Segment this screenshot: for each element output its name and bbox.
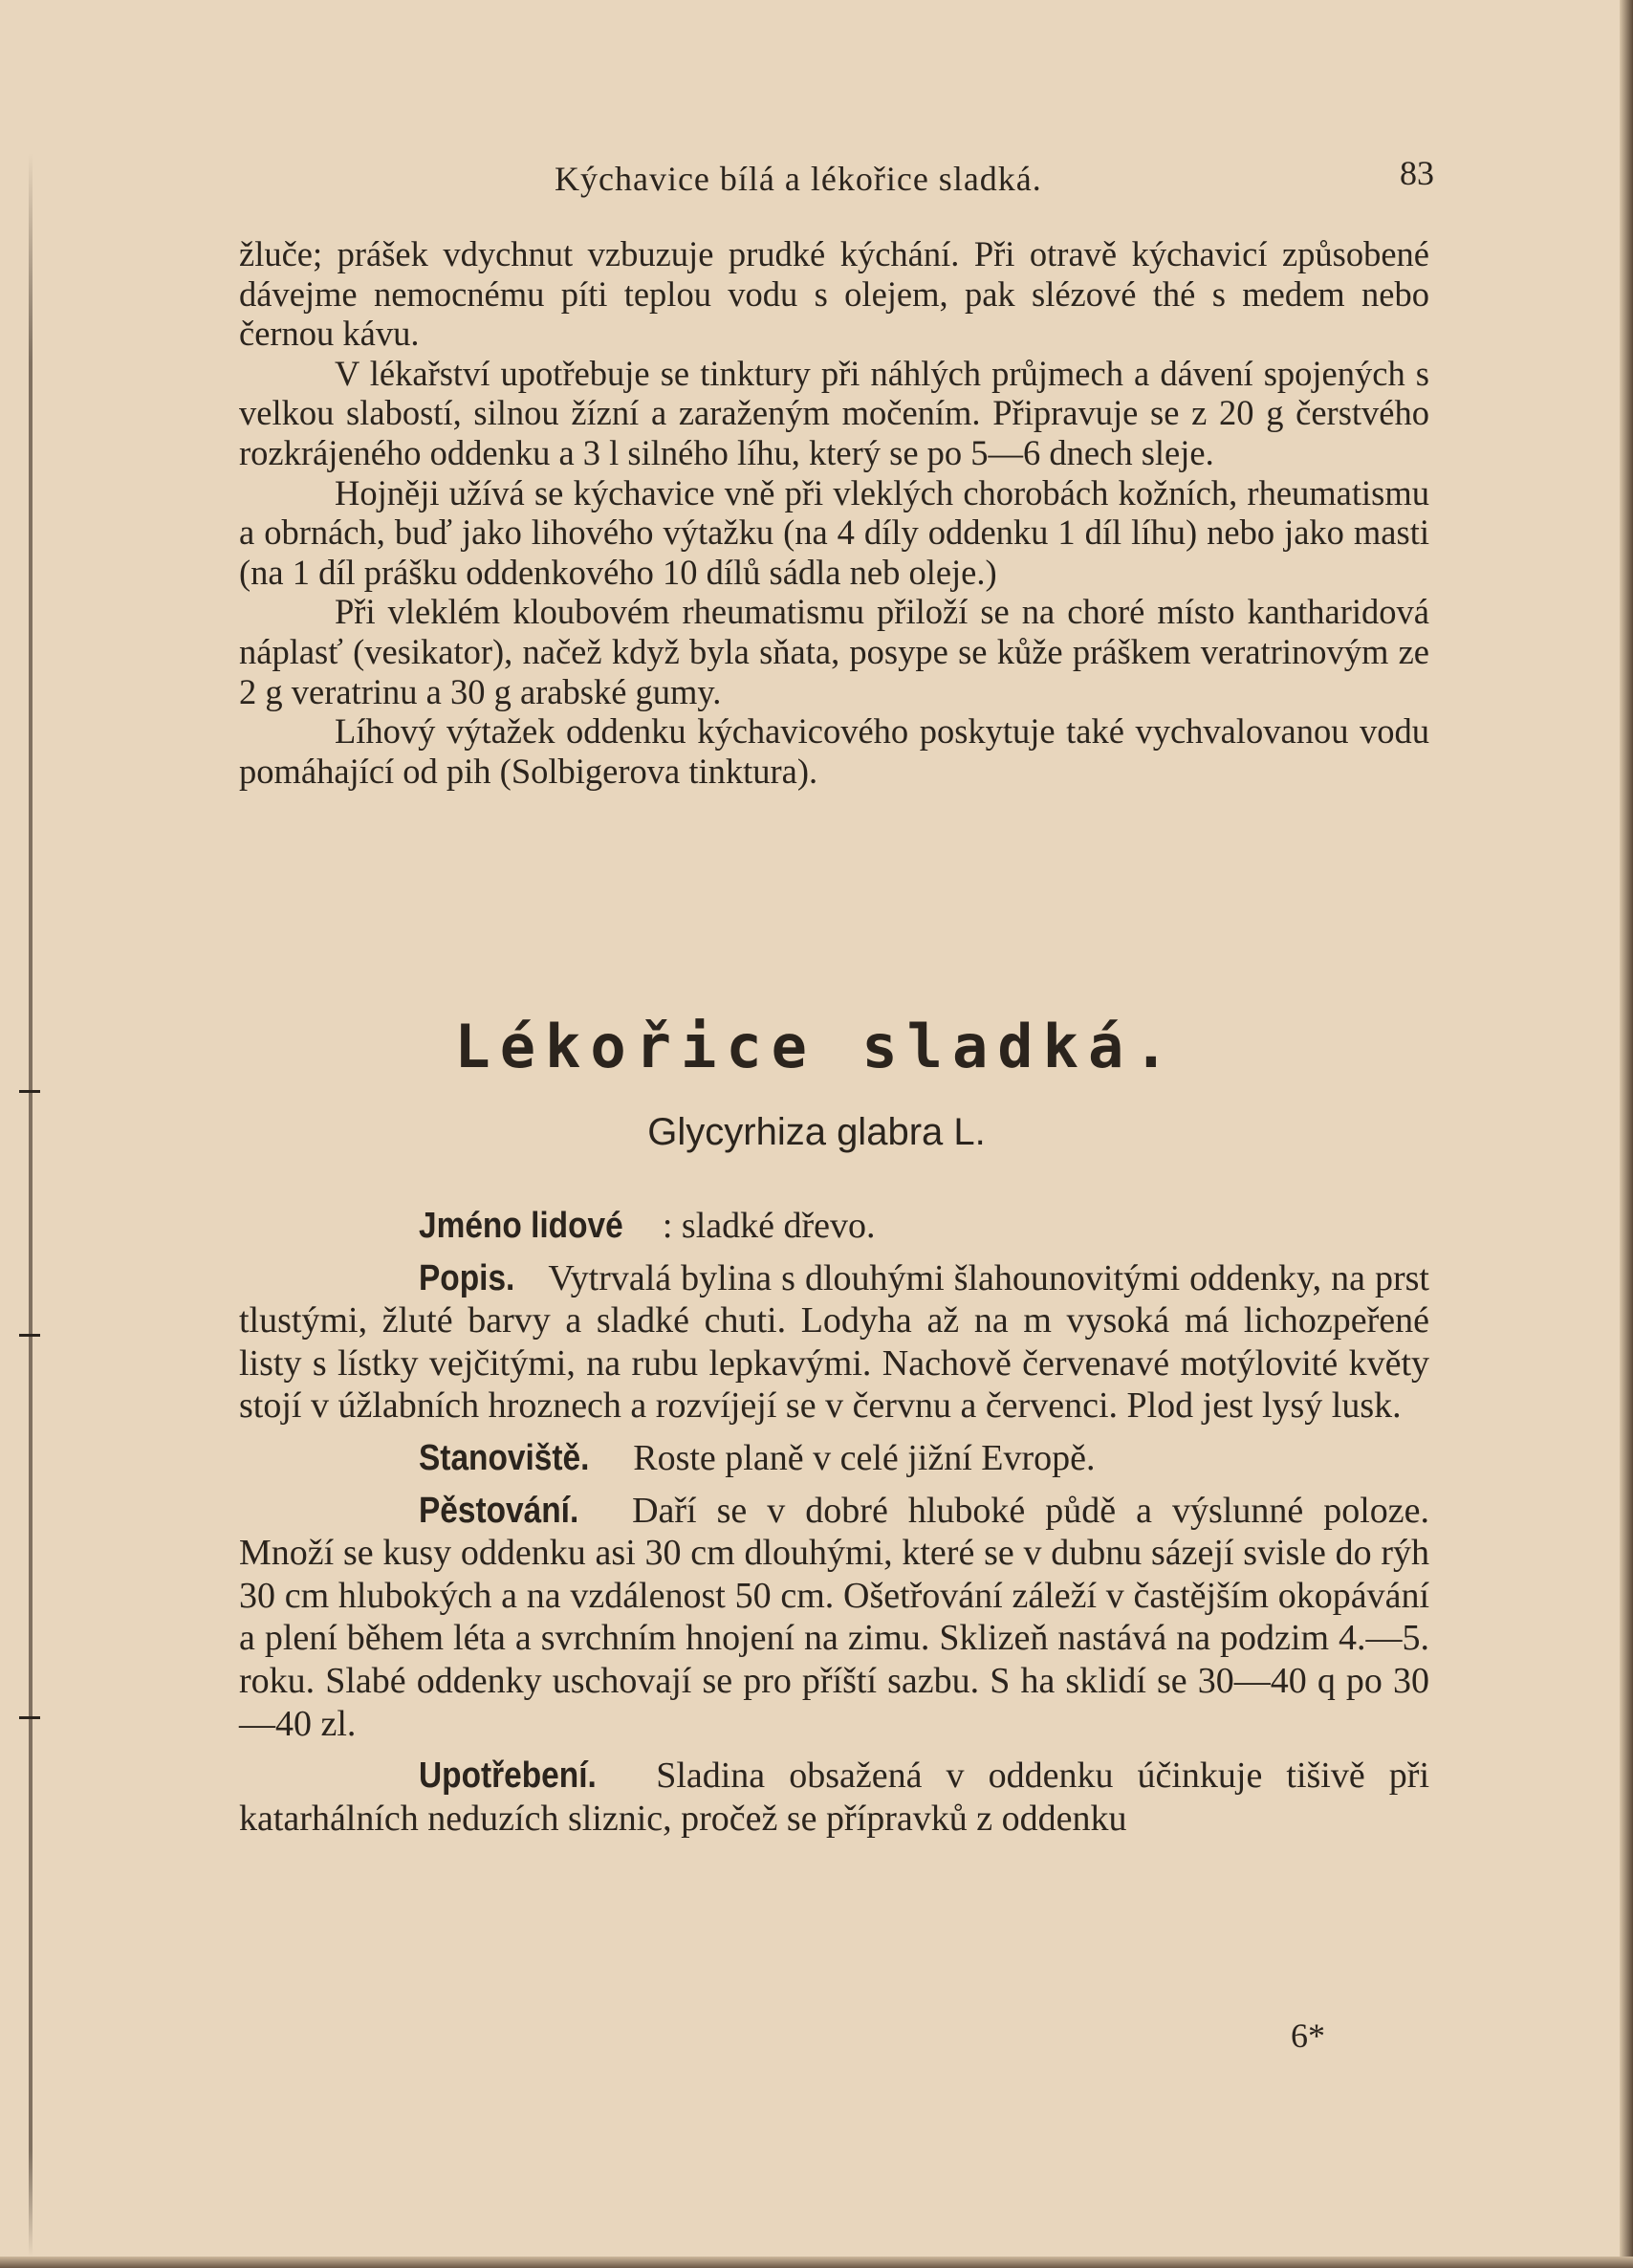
paragraph: Hojněji užívá se kýchavice vně při vleklých chorobách kožních, rheumatismu a obrnách, buď jako lihového výtažku (na 4 díly oddenku 1 díl líhu) nebo jako masti (na 1 díl prášku oddenkového 10 dílů sádla neb oleje.) xyxy=(239,472,1429,592)
entry-label: Pěstování. xyxy=(419,1490,579,1531)
entry-usage xyxy=(239,1755,1429,1840)
section-title: Lékořice sladká. xyxy=(454,1012,1179,1081)
paragraph: Při vleklém kloubovém rheumatismu přiloží se na choré místo kantharidová náplasť (vesikator), načež když byla sňata, posype se kůže práškem veratrinovým ze 2 g veratrinu a 30 g arabské gumy. xyxy=(239,592,1429,711)
latin-name: Glycyrhiza glabra L. xyxy=(647,1111,986,1153)
entry-text: Roste planě v celé jižní Evropě. xyxy=(633,1437,1096,1478)
entry-description xyxy=(239,1257,1429,1428)
entry-label: Jméno lidové xyxy=(419,1206,623,1246)
entry-text: Sladina obsažená v oddenku účinkuje tišivě při katarhálních neduzích sliznic, pročež se přípravků z oddenku xyxy=(239,1756,1429,1839)
paragraph: V lékařství upotřebuje se tinktury při náhlých průjmech a dávení spojených s velkou slabostí, silnou žízní a zaraženým močením. Připravuje se z 20 g čerstvého rozkrájeného oddenku a 3 l silného líhu, který se po 5—6 dnech sleje. xyxy=(239,353,1429,472)
paragraph: Líhový výtažek oddenku kýchavicového poskytuje také vychvalovanou vodu pomáhající od pih (Solbigerova tinktura). xyxy=(239,711,1429,791)
page-number: 83 xyxy=(1400,154,1434,192)
entry-text: sladké dřevo. xyxy=(681,1206,876,1246)
running-title: Kýchavice bílá a lékořice sladká. xyxy=(555,160,1042,198)
binding-gutter xyxy=(29,153,33,2257)
entry-folk-name: Jméno lidové : sladké dřevo. xyxy=(239,1205,1429,1248)
entry-text: Vytrvalá bylina s dlouhými šlahounovitými oddenky, na prst tlustými, žluté barvy a sladké chuti. Lodyha až na m vysoká má lichozpeřené listy s lístky vejčitými, na rubu lepkavými. Nachově červenavé motýlovité květy stojí v úžlabních hroznech a rozvíjejí se v červnu a červenci. Plod jest lysý lusk. xyxy=(239,1257,1429,1427)
running-header xyxy=(239,153,1434,207)
margin-mark xyxy=(19,1334,40,1337)
entry-text: Daří se v dobré hluboké půdě a výslunné poloze. Množí se kusy oddenku asi 30 cm dlouhými, které se v dubnu sázejí svisle do rýh 30 cm hlubokých a na vzdálenost 50 cm. Ošetřování záleží v častějším okopávání a plení během léta a svrchním hnojení na zimu. Sklizeň nastává na podzim 4.—5. roku. Slabé oddenky uschovají se pro příští sazbu. S ha sklidí se 30—40 q po 30—40 zl. xyxy=(239,1490,1430,1744)
entry-label: Upotřebení. xyxy=(419,1756,597,1797)
signature-mark: 6* xyxy=(1291,2017,1325,2055)
margin-mark xyxy=(19,1090,40,1093)
entry-cultivation xyxy=(239,1490,1429,1746)
margin-mark xyxy=(19,1716,40,1719)
section-body xyxy=(239,1205,1429,1849)
entry-habitat xyxy=(239,1437,1429,1480)
paragraph: žluče; prášek vdychnut vzbuzuje prudké kýchání. Při otravě kýchavicí způsobené dávejme nemocnému píti teplou vodu s olejem, pak slézové thé s medem nebo černou kávu. xyxy=(239,234,1429,354)
entry-label: Popis. xyxy=(419,1257,515,1298)
top-text-block xyxy=(239,234,1429,791)
page-edge-bottom xyxy=(0,2257,1633,2268)
entry-label: Stanoviště. xyxy=(419,1437,590,1478)
